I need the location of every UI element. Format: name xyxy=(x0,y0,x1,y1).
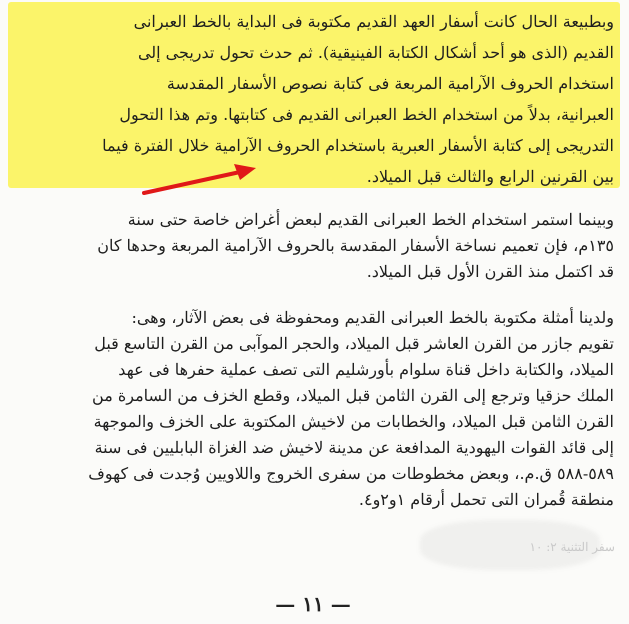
bleed-through-reference: سفر التثنية ٢: ١٠ xyxy=(529,540,615,554)
text-line: القرن الثامن قبل الميلاد، والخطابات من لاخيش المكتوبة على الخزف والموجهة xyxy=(93,412,614,431)
text-line: ٥٨٩-٥٨٨ ق.م.، وبعض مخطوطات من سفرى الخروج واللاويين وُجدت فى كهوف xyxy=(88,464,614,483)
text-line: الملك حزقيا وترجع إلى القرن الثامن قبل الميلاد، وقطع الخزف من السامرة من xyxy=(92,386,614,405)
paragraph-3 xyxy=(14,305,614,513)
text-line: استخدام الحروف الآرامية المربعة فى كتابة نصوص الأسفار المقدسة xyxy=(166,74,614,93)
text-line: منطقة قُمران التى تحمل أرقام ١و٢و٤. xyxy=(358,490,614,509)
text-line: قد اكتمل منذ القرن الأول قبل الميلاد. xyxy=(366,262,614,281)
text-line: ولدينا أمثلة مكتوبة بالخط العبرانى القديم ومحفوظة فى بعض الآثار، وهى: xyxy=(131,308,614,327)
red-arrow-icon xyxy=(140,160,260,200)
text-line: ١٣٥م، فإن تعميم نساخة الأسفار المقدسة بالحروف الآرامية المربعة وحدها كان xyxy=(97,236,614,255)
text-line: بين القرنين الرابع والثالث قبل الميلاد. xyxy=(366,167,614,186)
text-line: وبطبيعة الحال كانت أسفار العهد القديم مكتوبة فى البداية بالخط العبرانى xyxy=(133,12,614,31)
text-line: إلى قائد القوات اليهودية المدافعة عن مدينة لاخيش ضد الغزاة البابليين فى سنة xyxy=(94,438,614,457)
paragraph-2 xyxy=(14,207,614,285)
text-line: العبرانية، بدلاً من استخدام الخط العبرانى القديم فى كتابتها. وتم هذا التحول xyxy=(119,105,614,124)
paragraph-1-highlighted xyxy=(14,6,614,192)
text-line: التدريجى إلى كتابة الأسفار العبرية باستخدام الحروف الآرامية خلال الفترة فيما xyxy=(102,136,614,155)
text-line: وبينما استمر استخدام الخط العبرانى القديم لبعض أغراض خاصة حتى سنة xyxy=(127,210,614,229)
text-line: الميلاد، والكتابة داخل قناة سلوام بأورشليم التى تصف عملية حفرها فى عهد xyxy=(118,360,614,379)
page-number: — ١١ — xyxy=(275,592,351,616)
text-line: تقويم جازر من القرن العاشر قبل الميلاد، والحجر الموآبى من القرن التاسع قبل xyxy=(94,334,614,353)
text-line: القديم (الذى هو أحد أشكال الكتابة الفينيقية). ثم حدث تحول تدريجى إلى xyxy=(137,43,614,62)
